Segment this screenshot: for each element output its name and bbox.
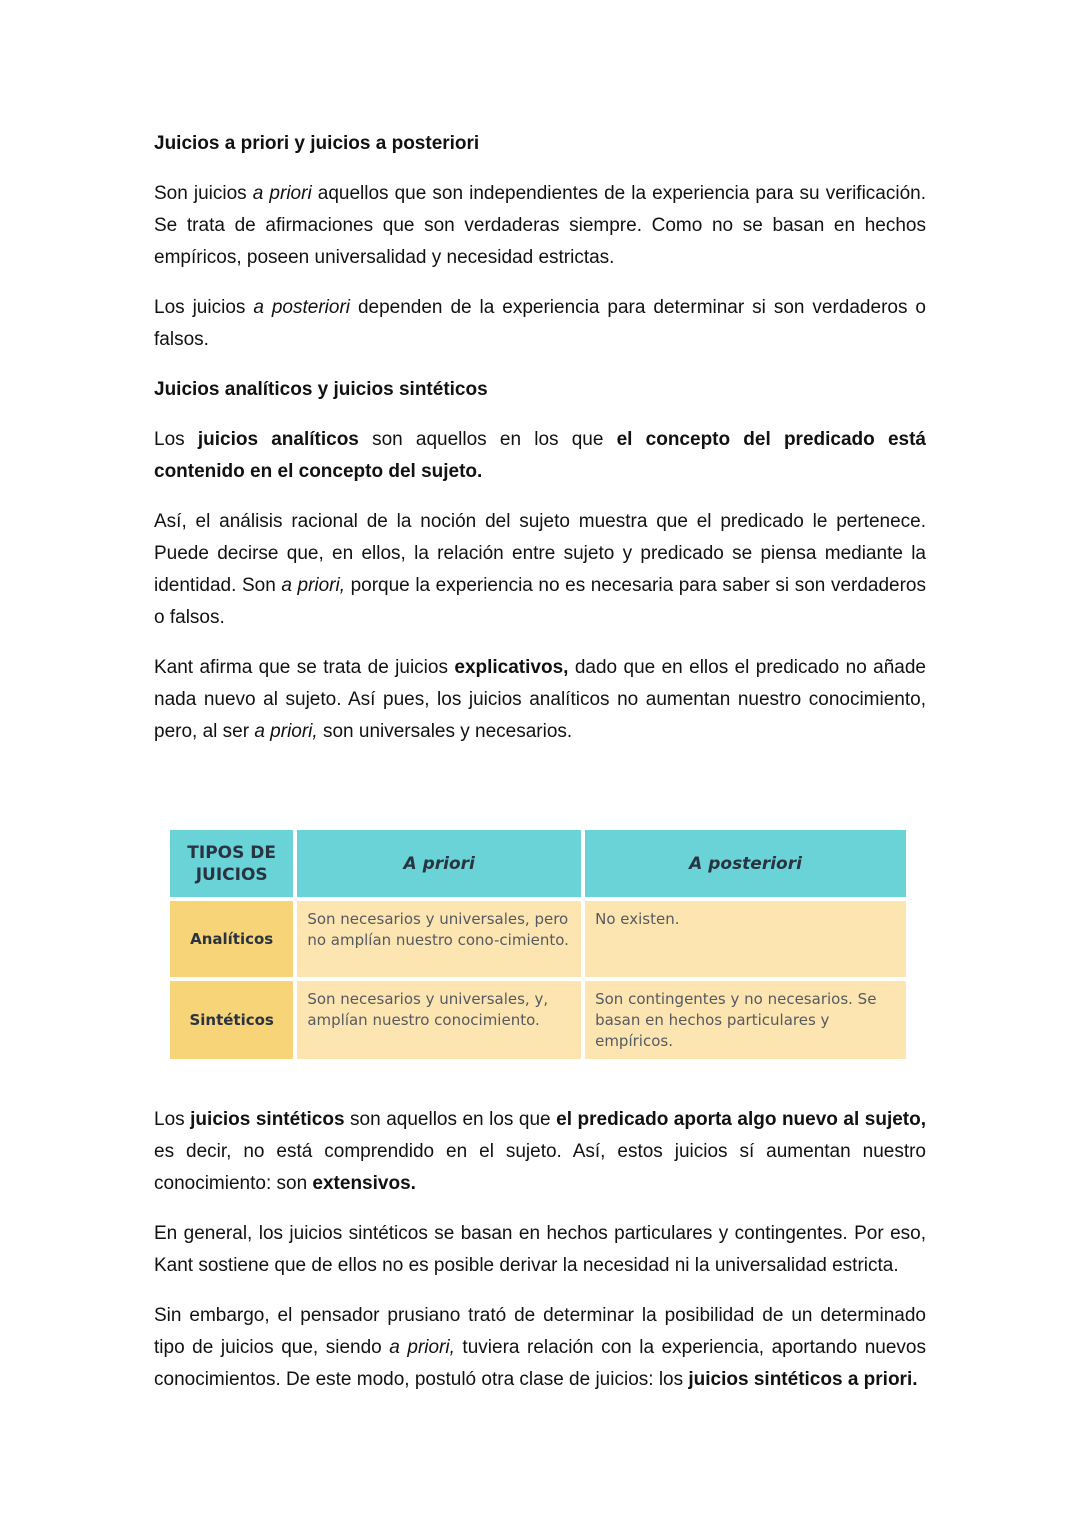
paragraph-sinteticos-a-priori: Sin embargo, el pensador prusiano trató de determinar la posibilidad de un determinado tipo de juicios que, siendo a priori, tuviera relación con la experiencia, aportando nuevos conocimientos. De este modo, postuló otra clase de juicios: los juicios sintéticos a priori. bbox=[154, 1305, 926, 1390]
judgment-table bbox=[166, 826, 910, 1063]
table-header-row bbox=[170, 830, 906, 897]
table-row bbox=[170, 981, 906, 1059]
paragraph-sinteticos-contingentes: En general, los juicios sintéticos se basan en hechos particulares y contingentes. Por eso, Kant sostiene que de ellos no es posible derivar la necesidad ni la universalidad estricta. bbox=[154, 1223, 926, 1276]
table-header-a-posteriori: A posteriori bbox=[585, 830, 906, 897]
paragraph-sinteticos-definition: Los juicios sintéticos son aquellos en los que el predicado aporta algo nuevo al sujeto, es decir, no está comprendido en el sujeto. Así, estos juicios sí aumentan nuestro conocimiento: son extensivos. bbox=[154, 1109, 926, 1194]
paragraph-a-posteriori-definition: Los juicios a posteriori dependen de la experiencia para determinar si son verdaderos o falsos. bbox=[154, 297, 926, 350]
row-label-analiticos: Analíticos bbox=[170, 901, 293, 977]
cell-analiticos-a-priori: Son necesarios y universales, pero no amplían nuestro cono-cimiento. bbox=[297, 901, 581, 977]
paragraph-analiticos-identity: Así, el análisis racional de la noción del sujeto muestra que el predicado le pertenece. Puede decirse que, en ellos, la relación entre sujeto y predicado se piensa mediante la identidad. Son a priori, porque la experiencia no es necesaria para saber si son verdaderos o falsos. bbox=[154, 511, 926, 628]
paragraph-analiticos-definition: Los juicios analíticos son aquellos en los que el concepto del predicado está contenido en el concepto del sujeto. bbox=[154, 429, 926, 482]
cell-sinteticos-a-priori: Son necesarios y universales, y, amplían nuestro conocimiento. bbox=[297, 981, 581, 1059]
judgment-types-table bbox=[170, 830, 906, 1064]
table-row bbox=[170, 901, 906, 977]
document-body-top bbox=[154, 128, 926, 766]
paragraph-explicativos: Kant afirma que se trata de juicios explicativos, dado que en ellos el predicado no añade nada nuevo al sujeto. Así pues, los juicios analíticos no aumentan nuestro conocimiento, pero, al ser a priori, son universales y necesarios. bbox=[154, 657, 926, 742]
cell-sinteticos-a-posteriori: Son contingentes y no necesarios. Se basan en hechos particulares y empíricos. bbox=[585, 981, 906, 1059]
table-header-a-priori: A priori bbox=[297, 830, 581, 897]
document-body-bottom bbox=[154, 1104, 926, 1414]
section-heading-analiticos-sinteticos: Juicios analíticos y juicios sintéticos bbox=[154, 379, 488, 400]
paragraph-a-priori-definition: Son juicios a priori aquellos que son independientes de la experiencia para su verificación. Se trata de afirmaciones que son verdaderas siempre. Como no se basan en hechos empíricos, poseen universalidad y necesidad estrictas. bbox=[154, 183, 927, 268]
table-corner-header: TIPOS DE JUICIOS bbox=[170, 830, 293, 897]
section-heading-a-priori: Juicios a priori y juicios a posteriori bbox=[154, 133, 480, 154]
cell-analiticos-a-posteriori: No existen. bbox=[585, 901, 906, 977]
row-label-sinteticos: Sintéticos bbox=[170, 981, 293, 1059]
